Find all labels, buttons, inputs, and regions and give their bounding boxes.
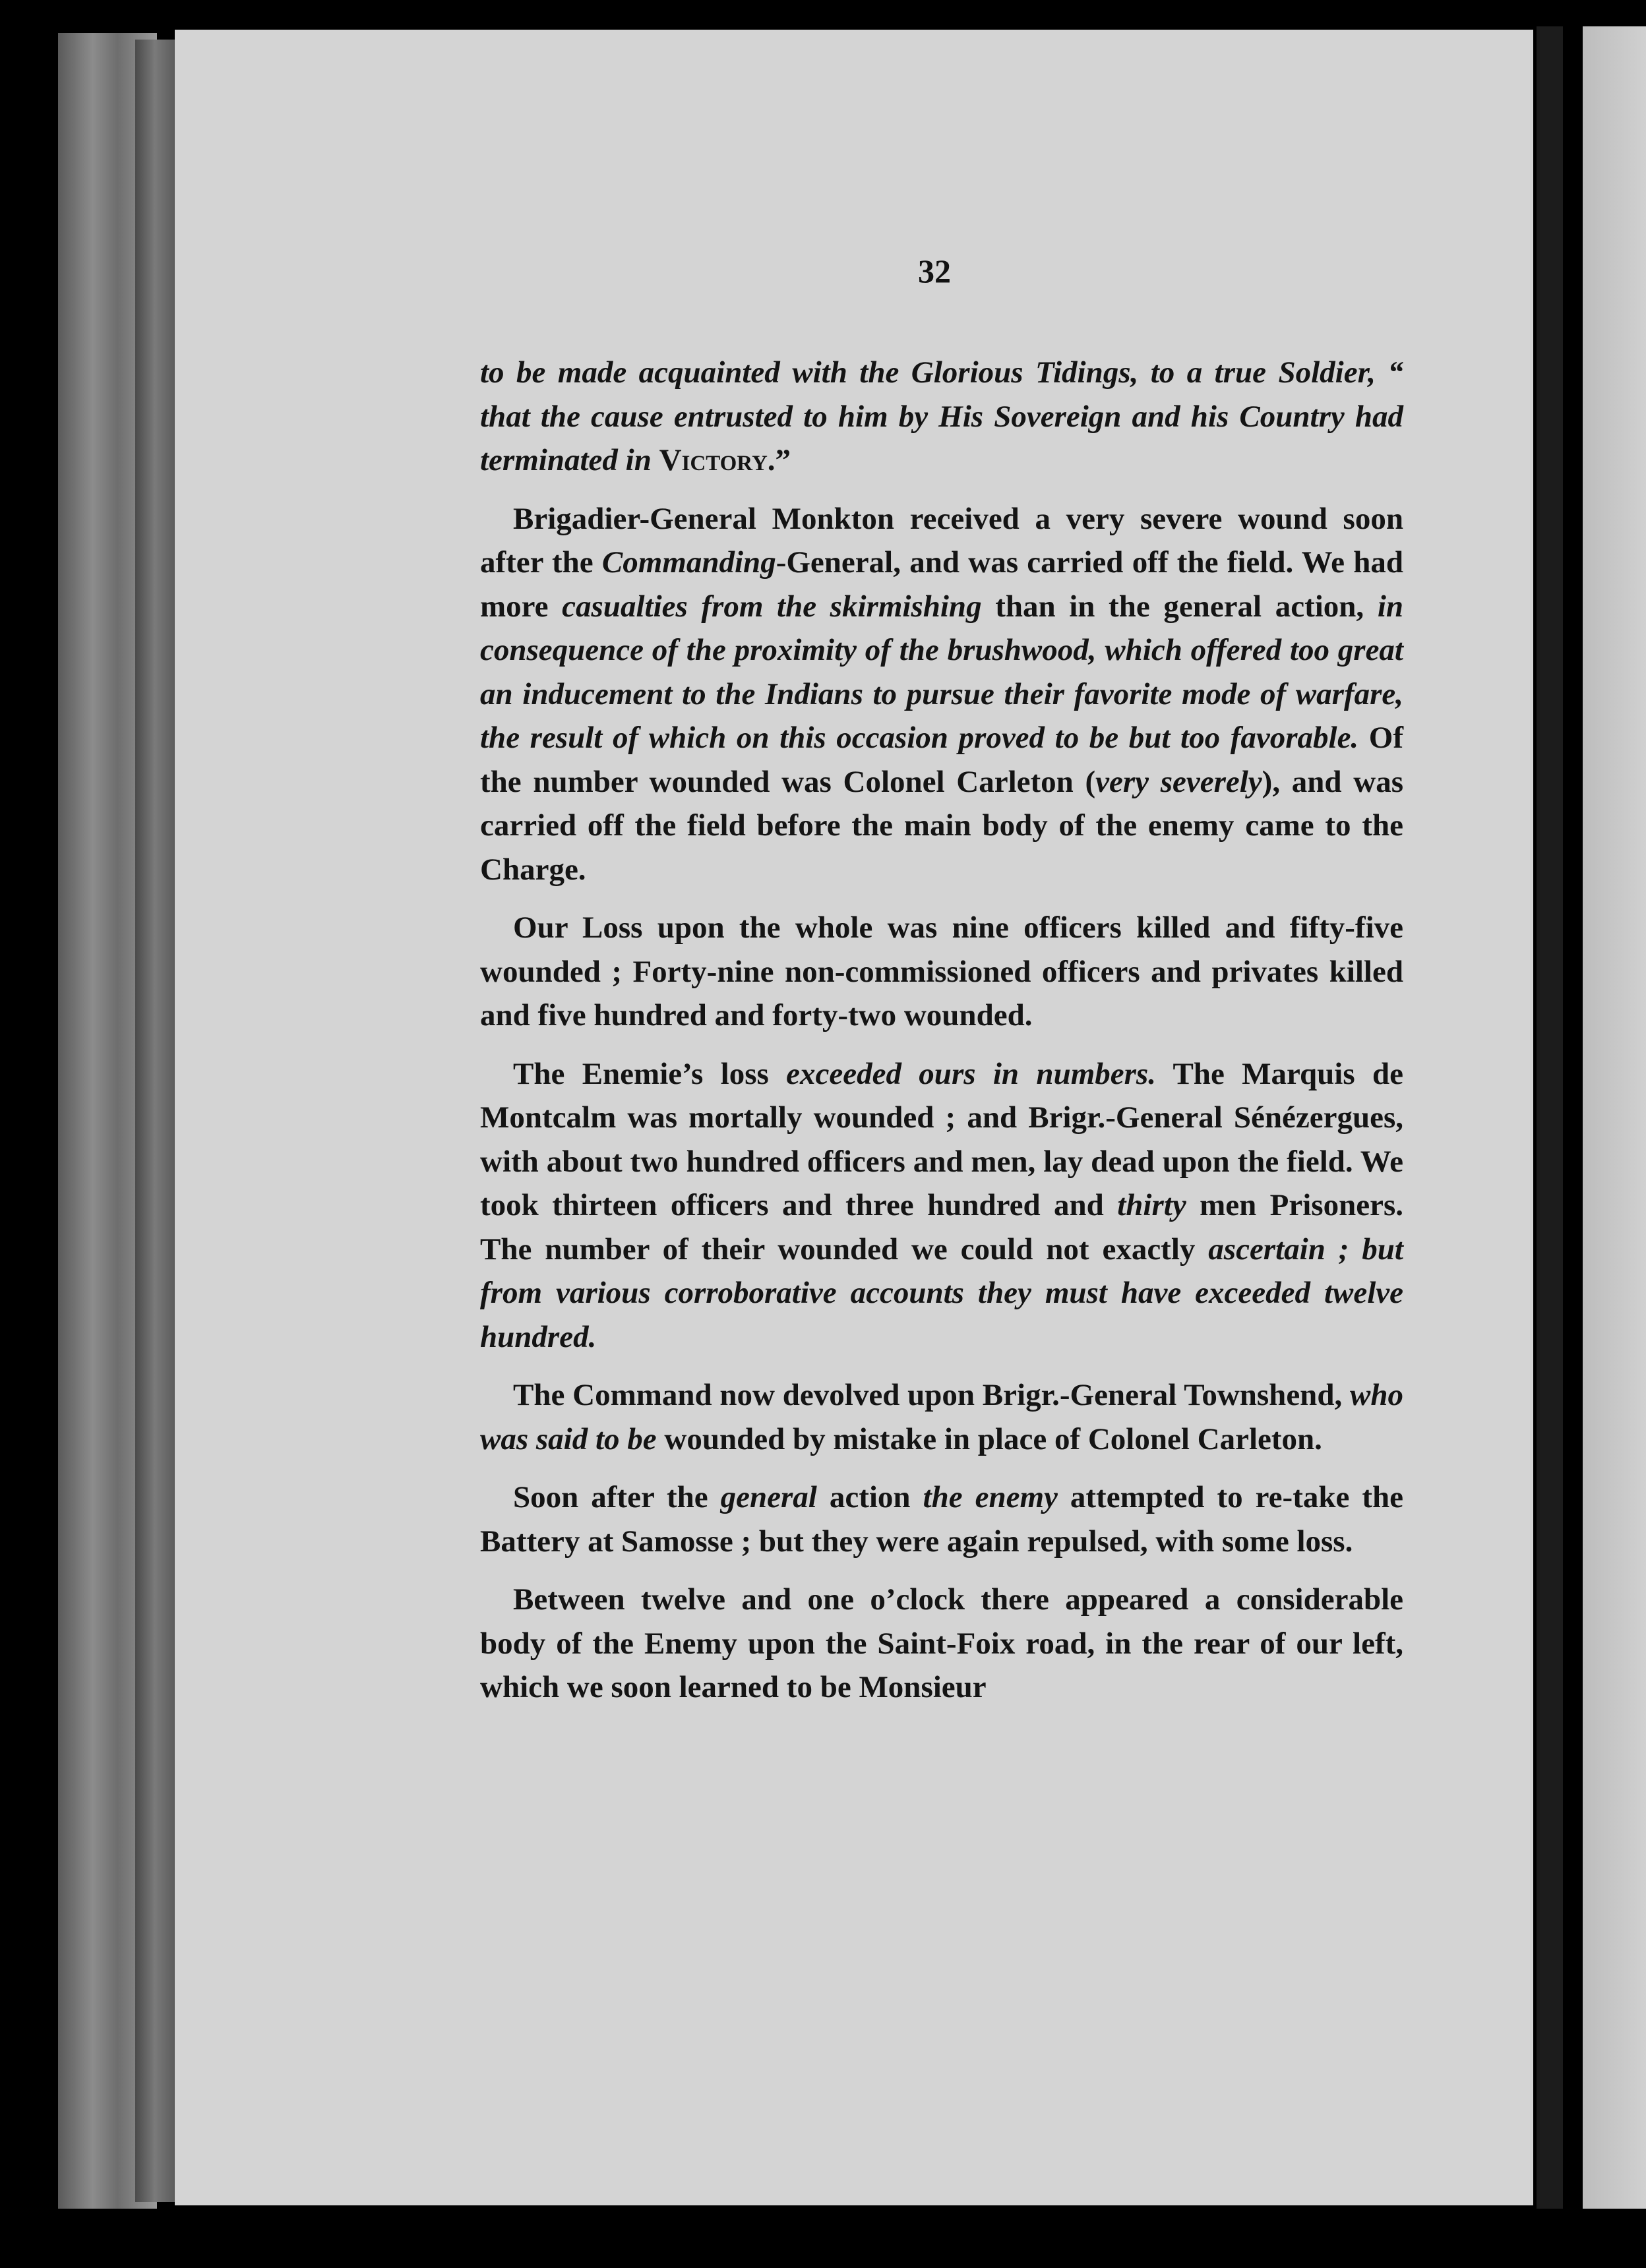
text-run: in consequence of the proximity of the brushwood, which offered too great an inducement to the Indians to pursue their favorite mode of warfare, the result of which on this occasion proved to be but too favorable. [480, 589, 1404, 755]
text-run: .” [767, 443, 791, 477]
paragraph [480, 1052, 1403, 1359]
text-run: exceeded ours in numbers. [786, 1056, 1156, 1091]
paragraph [480, 1578, 1403, 1710]
text-run: action [816, 1480, 923, 1514]
page-number: 32 [918, 253, 951, 289]
text-run: men Prisoners. The number of their wounded we could not exactly [480, 1188, 1403, 1267]
text-run: the enemy [923, 1480, 1058, 1514]
text-run: very severely [1095, 764, 1262, 799]
text-run: Of the number wounded was Colonel Carleton ( [480, 721, 1403, 799]
text-run: Soon after the [513, 1480, 721, 1514]
text-run: ), and was carried off the field before the main body of the enemy came to the Charge. [480, 764, 1403, 887]
text-run: The Command now devolved upon Brigr.-General Townshend, [513, 1378, 1350, 1412]
body-text [480, 351, 1403, 1724]
gutter-shadow [1537, 26, 1563, 2209]
text-run: Commanding [601, 545, 776, 580]
text-run: The Enemie’s loss [513, 1056, 787, 1091]
paragraph [480, 497, 1403, 892]
text-run: general [720, 1480, 817, 1514]
text-run: thirty [1117, 1188, 1186, 1222]
paragraph [480, 906, 1403, 1038]
paragraph [480, 1476, 1403, 1563]
text-run: ascertain ; but from various corroborative accounts they must have exceeded twelve hundred. [480, 1232, 1403, 1354]
facing-page-edge [1583, 26, 1646, 2209]
text-run: Our Loss upon the whole was nine officers killed and fifty-five wounded ; Forty-nine non-commissioned officers and privates killed and five hundred and forty-two wounded. [480, 910, 1403, 1032]
paragraph [480, 351, 1403, 483]
text-run: wounded by mistake in place of Colonel Carleton. [656, 1421, 1322, 1456]
text-run: attempted to re-take the Battery at Samosse ; but they were again repulsed, with some loss. [480, 1480, 1403, 1559]
text-run: Victory [659, 443, 768, 477]
text-run: casualties from the skirmishing [562, 589, 982, 624]
text-run: Between twelve and one o’clock there appeared a considerable body of the Enemy upon the Saint-Foix road, in the rear of our left, which we soon learned to be Monsieur [480, 1582, 1403, 1704]
text-run: than in the general action, [981, 589, 1378, 624]
text-run: to be made acquainted with the Glorious Tidings, to a true Soldier, “ that the cause entrusted to him by His Sovereign and his Country had terminated in [480, 355, 1403, 477]
text-run: -General, and was carried off the field. We had more [480, 545, 1403, 624]
text-run: The Marquis de Montcalm was mortally wounded ; and Brigr.-General Sénézergues, with about two hundred officers and men, lay dead upon the field. We took thirteen officers and three hundred and [480, 1056, 1403, 1222]
text-run: Brigadier-General Monkton received a very severe wound soon after the [480, 501, 1403, 580]
text-run: who was said to be [480, 1378, 1403, 1456]
paragraph [480, 1373, 1403, 1461]
page-stack-edge [135, 40, 175, 2202]
